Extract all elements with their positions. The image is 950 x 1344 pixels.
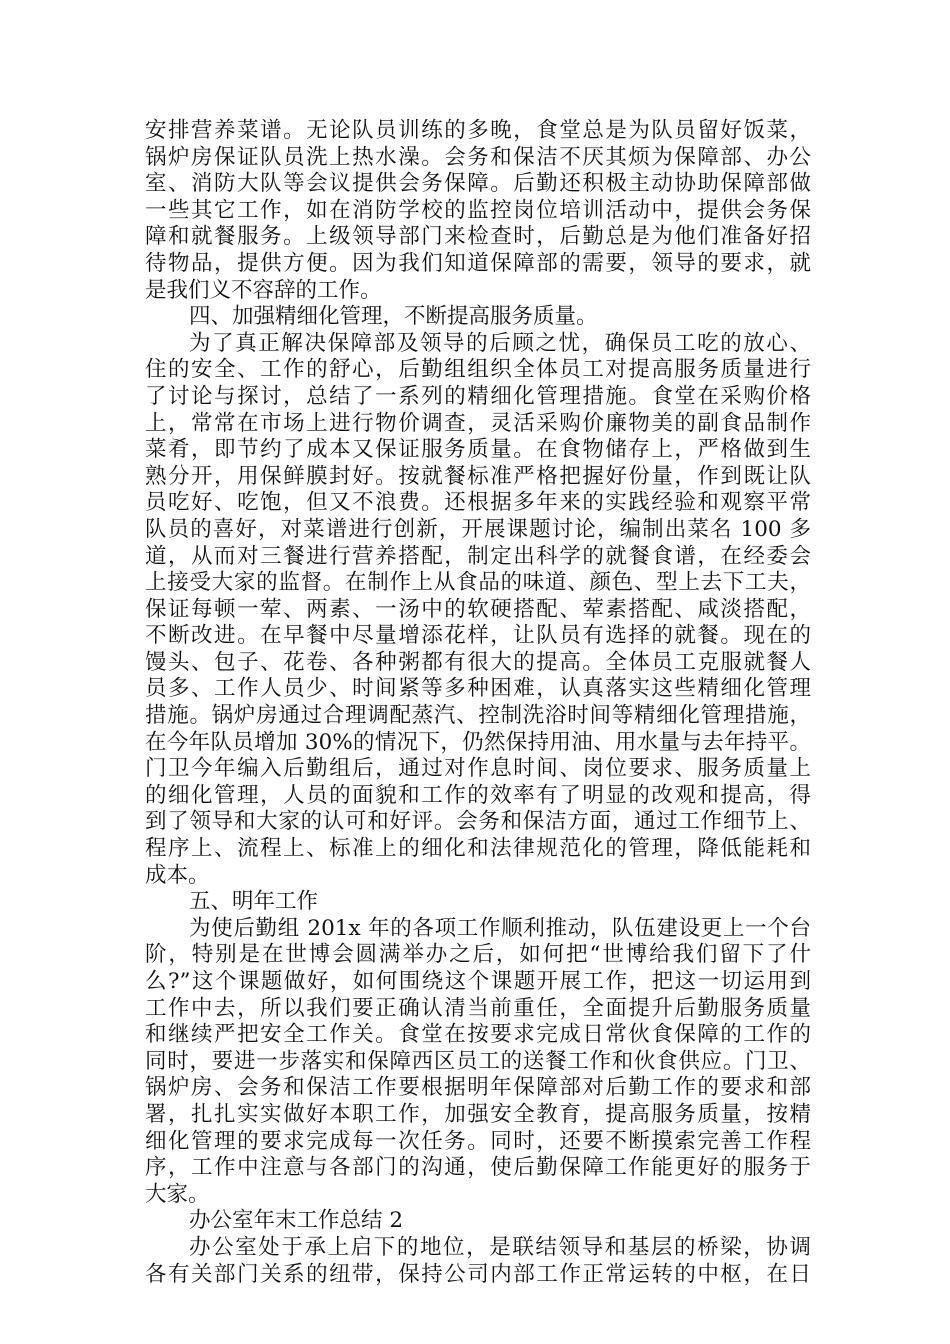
text-line: 工作中去，所以我们要正确认清当前重任，全面提升后勤服务质量 bbox=[145, 995, 811, 1021]
text-line: 员吃好、吃饱，但又不浪费。还根据多年来的实践经验和观察平常 bbox=[145, 490, 811, 516]
text-line: 上，常常在市场上进行物价调查，灵活采购价廉物美的副食品制作 bbox=[145, 410, 811, 436]
text-line: 上接受大家的监督。在制作上从食品的味道、颜色、型上去下工夫， bbox=[145, 570, 811, 596]
text-line: 了讨论与探讨，总结了一系列的精细化管理措施。食堂在采购价格 bbox=[145, 383, 811, 409]
text-line: 队员的喜好，对菜谱进行创新，开展课题讨论，编制出菜名 100 多 bbox=[145, 516, 811, 542]
text-line: 五、明年工作 bbox=[189, 889, 319, 915]
text-line: 室、消防大队等会议提供会务保障。后勤还积极主动协助保障部做 bbox=[145, 171, 811, 197]
text-line: 锅炉房保证队员洗上热水澡。会务和保洁不厌其烦为保障部、办公 bbox=[145, 144, 811, 170]
text-line: 一些其它工作，如在消防学校的监控岗位培训活动中，提供会务保 bbox=[145, 197, 811, 223]
text-line: 门卫今年编入后勤组后，通过对作息时间、岗位要求、服务质量上 bbox=[145, 756, 811, 782]
text-line: 程序上、流程上、标准上的细化和法律规范化的管理，降低能耗和 bbox=[145, 836, 811, 862]
document-page bbox=[145, 118, 811, 1288]
text-line: 馒头、包子、花卷、各种粥都有很大的提高。全体员工克服就餐人 bbox=[145, 649, 811, 675]
text-line: 熟分开，用保鲜膜封好。按就餐标准严格把握好份量，作到既让队 bbox=[145, 463, 811, 489]
text-line: 和继续严把安全工作关。食堂在按要求完成日常伙食保障的工作的 bbox=[145, 1022, 811, 1048]
text-line: 待物品，提供方便。因为我们知道保障部的需要，领导的要求，就 bbox=[145, 250, 811, 276]
text-line: 办公室处于承上启下的地位，是联结领导和基层的桥梁，协调 bbox=[189, 1234, 811, 1260]
text-line: 道，从而对三餐进行营养搭配，制定出科学的就餐食谱，在经委会 bbox=[145, 543, 811, 569]
text-line: 么?”这个课题做好，如何围绕这个课题开展工作，把这一切运用到 bbox=[145, 969, 811, 994]
text-line: 到了领导和大家的认可和好评。会务和保洁方面，通过工作细节上、 bbox=[145, 809, 811, 835]
text-line: 序，工作中注意与各部门的沟通，使后勤保障工作能更好的服务于 bbox=[145, 1155, 811, 1181]
text-line: 菜肴，即节约了成本又保证服务质量。在食物储存上，严格做到生 bbox=[145, 437, 811, 463]
text-line: 细化管理的要求完成每一次任务。同时，还要不断摸索完善工作程 bbox=[145, 1128, 811, 1154]
text-line: 在今年队员增加 30%的情况下，仍然保持用油、用水量与去年持平。 bbox=[145, 729, 811, 755]
text-line: 为使后勤组 201x 年的各项工作顺利推动，队伍建设更上一个台 bbox=[189, 915, 811, 941]
text-line: 措施。锅炉房通过合理调配蒸汽、控制洗浴时间等精细化管理措施， bbox=[145, 703, 811, 729]
text-line: 同时，要进一步落实和保障西区员工的送餐工作和伙食供应。门卫、 bbox=[145, 1048, 811, 1074]
text-line: 阶，特别是在世博会圆满举办之后，如何把“世博给我们留下了什 bbox=[145, 942, 811, 968]
text-line: 不断改进。在早餐中尽量增添花样，让队员有选择的就餐。现在的 bbox=[145, 623, 811, 649]
text-line: 的细化管理，人员的面貌和工作的效率有了明显的改观和提高，得 bbox=[145, 782, 811, 808]
text-line: 大家。 bbox=[145, 1181, 210, 1207]
text-line: 为了真正解决保障部及领导的后顾之忧，确保员工吃的放心、 bbox=[189, 330, 811, 356]
text-line: 成本。 bbox=[145, 862, 210, 888]
text-line: 障和就餐服务。上级领导部门来检查时，后勤总是为他们准备好招 bbox=[145, 224, 811, 250]
text-line: 各有关部门关系的纽带，保持公司内部工作正常运转的中枢，在日 bbox=[145, 1261, 811, 1287]
text-line: 四、加强精细化管理，不断提高服务质量。 bbox=[189, 304, 598, 330]
text-line: 员多、工作人员少、时间紧等多种困难，认真落实这些精细化管理 bbox=[145, 676, 811, 702]
text-line: 锅炉房、会务和保洁工作要根据明年保障部对后勤工作的要求和部 bbox=[145, 1075, 811, 1101]
text-line: 是我们义不容辞的工作。 bbox=[145, 277, 382, 303]
text-line: 住的安全、工作的舒心，后勤组组织全体员工对提高服务质量进行 bbox=[145, 357, 811, 383]
text-line: 办公室年末工作总结 2 bbox=[189, 1208, 404, 1234]
text-line: 保证每顿一荤、两素、一汤中的软硬搭配、荤素搭配、咸淡搭配， bbox=[145, 596, 811, 622]
text-line: 安排营养菜谱。无论队员训练的多晚，食堂总是为队员留好饭菜， bbox=[145, 118, 811, 143]
text-line: 署，扎扎实实做好本职工作，加强安全教育，提高服务质量，按精 bbox=[145, 1101, 811, 1127]
